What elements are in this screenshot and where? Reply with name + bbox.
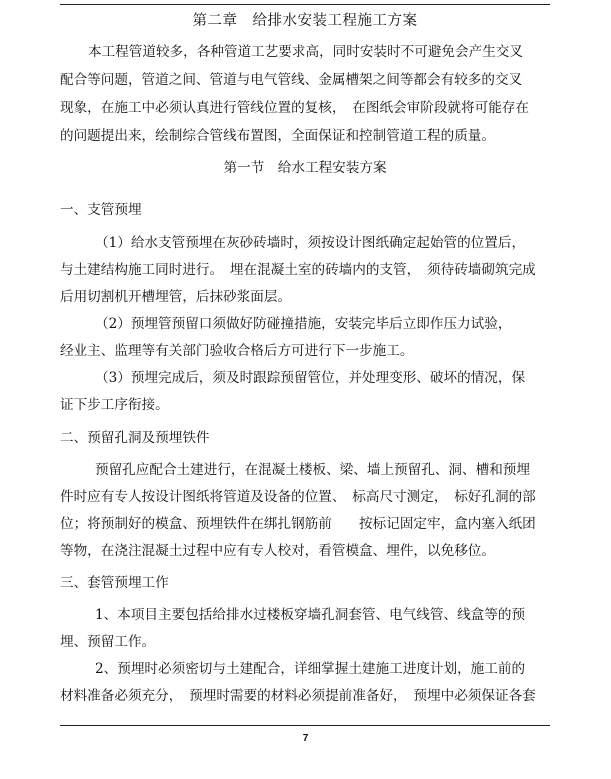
intro-line-2: 配合等问题，管道之间、管道与电气管线、金属槽架之间等都会有较多的交叉 [60,72,523,88]
sub3-line-1: 1、本项目主要包括给排水过楼板穿墙孔洞套管、电气线管、线盒等的预 [95,607,526,623]
sub3-line-3: 2、预埋时必须密切与土建配合，详细掌握土建施工进度计划，施工前的 [95,661,526,677]
sub1-line-5: 经业主、监理等有关部门验收合格后方可进行下一步施工。 [60,343,414,359]
intro-line-3: 现象，在施工中必须认真进行管线位置的复核， 在图纸会审阶段就将可能存在 [60,100,529,116]
sub1-line-6: （3）预埋完成后，须及时跟踪预留管位，并处理变形、破坏的情况，保 [95,370,526,386]
page-number: 7 [302,733,309,744]
sub1-line-7: 证下步工序衔接。 [60,397,169,413]
sub1-line-2: 与土建结构施工同时进行。 埋在混凝土室的砖墙内的支管， 须待砖墙砌筑完成 [60,262,536,278]
sub2-line-1: 预留孔应配合土建进行，在混凝土楼板、梁、墙上预留孔、洞、槽和预埋 [95,462,530,478]
sub3-line-2: 埋、预留工作。 [60,634,156,650]
sub1-line-1: （1）给水支管预埋在灰砂砖墙时，须按设计图纸确定起始管的位置后， [95,235,526,251]
sub2-line-3: 位；将预制好的模盒、预埋铁件在绑扎钢筋前 按标记固定牢，盒内塞入纸团 [60,516,536,532]
sub1-line-3: 后用切割机开槽埋管，后抹砂浆面层。 [60,289,292,305]
sub2-line-4: 等物，在浇注混凝土过程中应有专人校对，看管模盒、埋件，以免移位。 [60,543,495,559]
sub3-line-4: 材料准备必须充分， 预埋时需要的材料必须提前准备好， 预埋中必须保证各套 [60,688,536,704]
section-title: 第一节 给水工程安装方案 [223,160,387,176]
footer-rule [60,725,550,726]
chapter-title: 第二章 给排水安装工程施工方案 [192,13,418,29]
header-rule [60,4,550,5]
subsection-heading-3: 三、套管预埋工作 [60,575,169,591]
sub1-line-4: （2）预埋管预留口须做好防碰撞措施，安装完毕后立即作压力试验， [95,316,512,332]
intro-line-1: 本工程管道较多，各种管道工艺要求高，同时安装时不可避免会产生交叉 [88,44,523,60]
sub2-line-2: 件时应有专人按设计图纸将管道及设备的位置、 标高尺寸测定， 标好孔洞的部 [60,489,536,505]
subsection-heading-1: 一、支管预埋 [60,202,142,218]
subsection-heading-2: 二、预留孔洞及预埋铁件 [60,430,210,446]
intro-line-4: 的问题提出来，绘制综合管线布置图，全面保证和控制管道工程的质量。 [60,128,495,144]
